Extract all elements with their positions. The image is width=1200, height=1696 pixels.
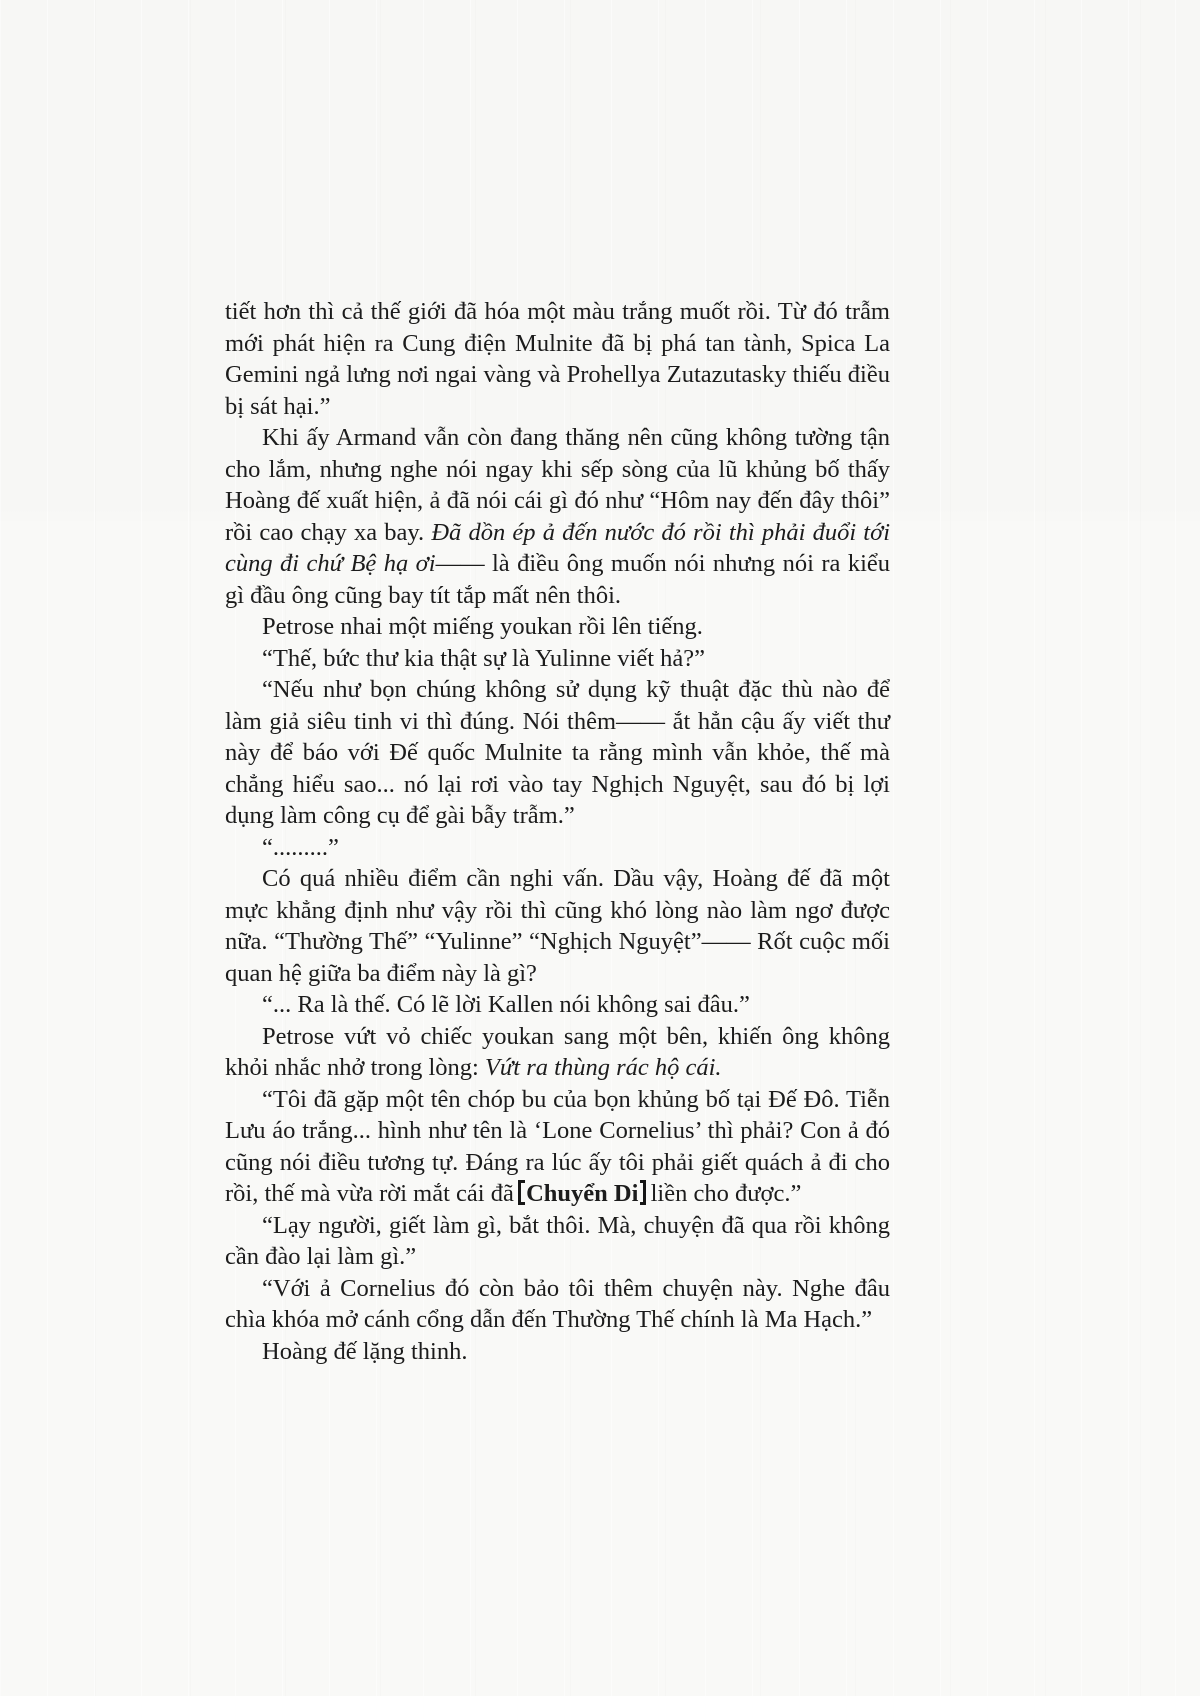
- paragraph: [225, 643, 890, 675]
- paragraph: [225, 989, 890, 1021]
- paragraph: [225, 832, 890, 864]
- bold-skill-name: Chuyển Di: [526, 1180, 639, 1207]
- body-text: “Nếu như bọn chúng không sử dụng kỹ thuật đặc thù nào để làm giả siêu tinh vi thì đúng. Nói thêm—— ắt hẳn cậu ấy viết thư này để báo với Đế quốc Mulnite ta rằng mình vẫn khỏe, thế mà chẳng hiểu sao... nó lại rơi vào tay Nghịch Nguyệt, sau đó bị lợi dụng làm công cụ để gài bẫy trẫm.”: [225, 676, 890, 829]
- lenticular-bracket-open-icon: [518, 1180, 524, 1205]
- body-text: liền cho được.”: [650, 1180, 802, 1207]
- paragraph: [225, 1273, 890, 1336]
- text-block: [225, 296, 890, 1367]
- paragraph: [225, 1021, 890, 1084]
- paragraph: [225, 674, 890, 832]
- paragraph: [225, 1336, 890, 1368]
- body-text: “Tôi đã gặp một tên chóp bu của bọn khủng bố tại Đế Đô. Tiễn Lưu áo trắng... hình như tên là ‘Lone Cornelius’ thì phải? Con ả đó cũng nói điều tương tự. Đáng ra lúc ấy tôi phải giết quách ả đi cho rồi, thế mà vừa rời mắt cái đã: [225, 1085, 890, 1207]
- lenticular-bracket-close-icon: [640, 1180, 646, 1205]
- paragraph: [225, 611, 890, 643]
- body-text: Khi ấy Armand vẫn còn đang thăng nên cũng không tường tận cho lắm, nhưng nghe nói ngay khi sếp sòng của lũ khủng bố thấy Hoàng đế xuất hiện, ả đã nói cái gì đó như “Hôm nay đến đây thôi” rồi cao chạy xa bay.: [225, 424, 890, 546]
- paragraph: [225, 1084, 890, 1210]
- body-text: —— là điều ông muốn nói nhưng nói ra kiểu gì đầu ông cũng bay tít tắp mất nên thôi.: [225, 550, 890, 609]
- paragraph: [225, 1210, 890, 1273]
- body-text: Có quá nhiều điểm cần nghi vấn. Dầu vậy, Hoàng đế đã một mực khẳng định như vậy rồi thì cũng khó lòng nào làm ngơ được nữa. “Thường Thế” “Yulinne” “Nghịch Nguyệt”—— Rốt cuộc mối quan hệ giữa ba điểm này là gì?: [225, 865, 890, 987]
- body-text: Petrose vứt vỏ chiếc youkan sang một bên, khiến ông không khỏi nhắc nhở trong lòng:: [225, 1022, 890, 1081]
- italic-text: Vứt ra thùng rác hộ cái.: [484, 1054, 722, 1081]
- paragraph: [225, 296, 890, 422]
- body-text: “... Ra là thế. Có lẽ lời Kallen nói không sai đâu.”: [262, 991, 750, 1018]
- body-text: “Thế, bức thư kia thật sự là Yulinne viết hả?”: [262, 644, 706, 672]
- body-text: “Lạy người, giết làm gì, bắt thôi. Mà, chuyện đã qua rồi không cần đào lại làm gì.”: [225, 1211, 890, 1270]
- paragraph: [225, 863, 890, 989]
- body-text: “.........”: [262, 833, 339, 861]
- body-text: Hoàng đế lặng thinh.: [262, 1337, 468, 1365]
- body-text: Petrose nhai một miếng youkan rồi lên tiếng.: [262, 613, 703, 640]
- body-text: tiết hơn thì cả thế giới đã hóa một màu trắng muốt rồi. Từ đó trẫm mới phát hiện ra Cung điện Mulnite đã bị phá tan tành, Spica La Gemini ngả lưng nơi ngai vàng và Prohellya Zutazutasky thiếu điều bị sát hại.”: [225, 298, 890, 420]
- body-text: “Với ả Cornelius đó còn bảo tôi thêm chuyện này. Nghe đâu chìa khóa mở cánh cổng dẫn đến Thường Thế chính là Ma Hạch.”: [225, 1274, 890, 1333]
- paragraph: [225, 422, 890, 611]
- italic-text: Đã dồn ép ả đến nước đó rồi thì phải đuổi tới cùng đi chứ Bệ hạ ơi: [225, 518, 891, 577]
